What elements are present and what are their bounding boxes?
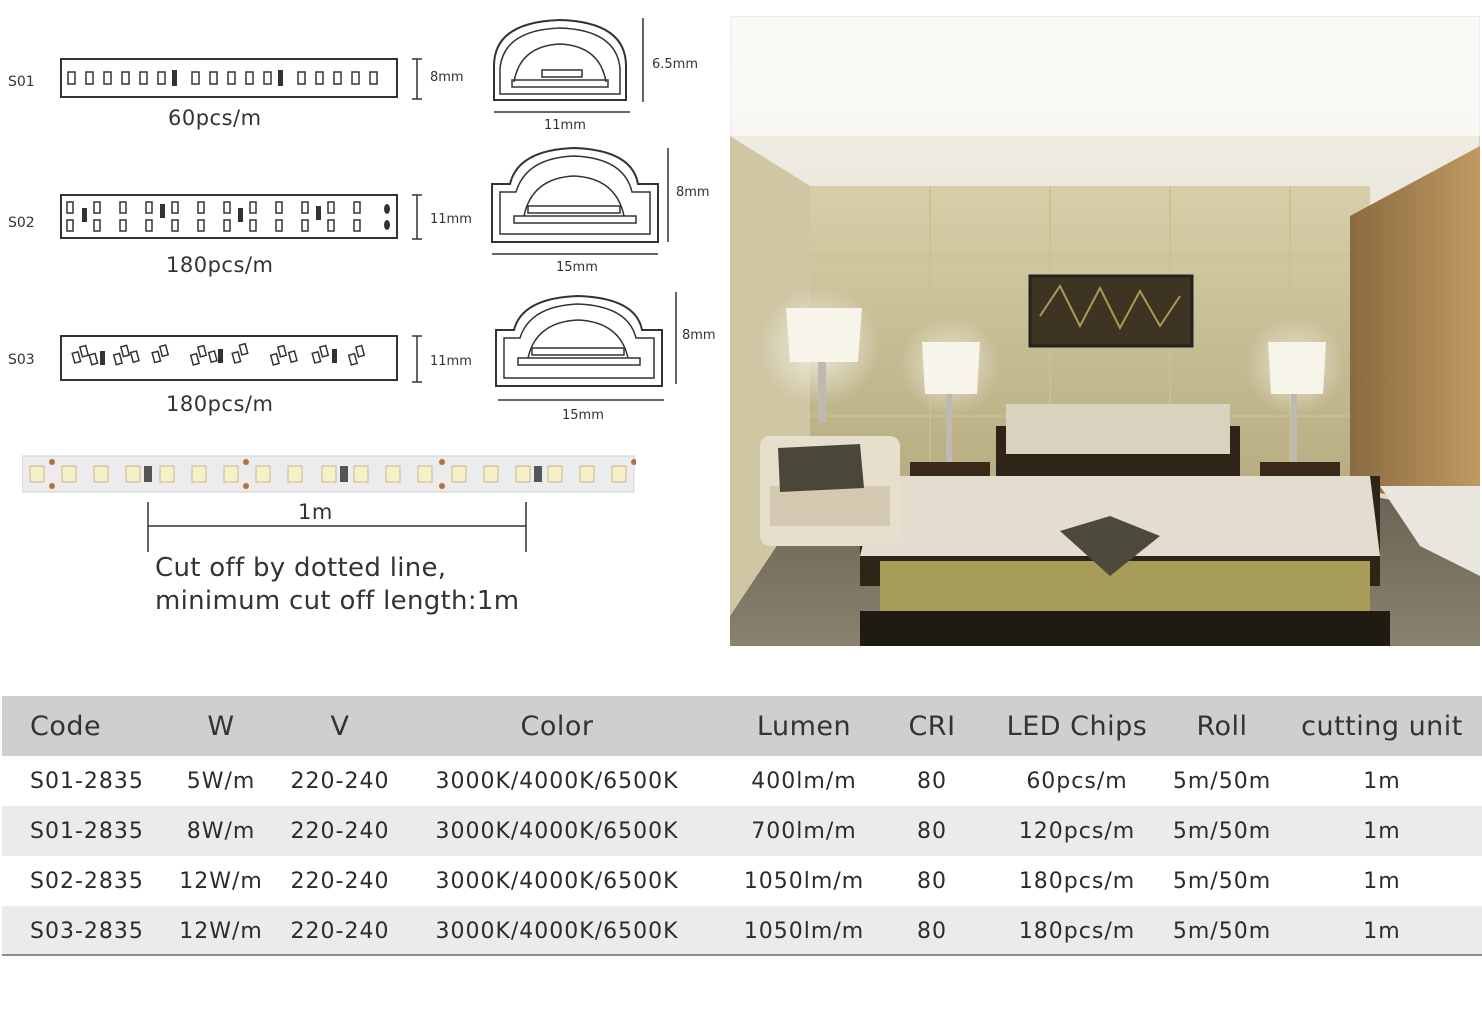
table-row <box>2 806 1482 856</box>
cell-cri: 80 <box>917 818 947 844</box>
header-led-chips: LED Chips <box>1006 710 1148 742</box>
cell-roll: 5m/50m <box>1172 868 1272 894</box>
strip-height-label: 11mm <box>430 354 472 369</box>
cell-lumen: 1050lm/m <box>743 918 865 944</box>
variant-code: S02 <box>8 215 35 231</box>
cell-lumen: 1050lm/m <box>743 868 865 894</box>
strip-height-label: 11mm <box>430 212 472 227</box>
cell-roll: 5m/50m <box>1172 918 1272 944</box>
profile-height-line <box>666 148 670 242</box>
profile-height-label: 6.5mm <box>652 57 699 72</box>
cell-v: 220-240 <box>290 868 390 894</box>
cell-color: 3000K/4000K/6500K <box>435 918 679 944</box>
header-v: V <box>330 710 350 742</box>
cell-code: S01-2835 <box>30 768 144 794</box>
variant-code: S01 <box>8 74 35 90</box>
bedroom-photo <box>730 16 1480 646</box>
cell-cutting-unit: 1m <box>1363 918 1401 944</box>
cutting-note-line2: minimum cut off length:1m <box>155 586 520 616</box>
cell-code: S01-2835 <box>30 818 144 844</box>
header-color: Color <box>520 710 594 742</box>
table-row <box>2 756 1482 806</box>
height-bracket <box>410 194 424 240</box>
cell-cutting-unit: 1m <box>1363 868 1401 894</box>
table-row <box>2 856 1482 906</box>
profile-width-label: 11mm <box>544 118 586 133</box>
led-density-label: 180pcs/m <box>166 392 274 416</box>
led-density-label: 60pcs/m <box>168 106 262 130</box>
cell-v: 220-240 <box>290 918 390 944</box>
profile-height-line <box>674 292 678 384</box>
cell-roll: 5m/50m <box>1172 768 1272 794</box>
table-row <box>2 906 1482 956</box>
led-strip-photo <box>22 454 636 496</box>
strip-height-label: 8mm <box>430 70 464 85</box>
profile-cross-section-s02 <box>488 146 664 258</box>
cell-roll: 5m/50m <box>1172 818 1272 844</box>
header-lumen: Lumen <box>756 710 852 742</box>
header-w: W <box>207 710 235 742</box>
profile-width-label: 15mm <box>562 408 604 423</box>
cell-code: S03-2835 <box>30 918 144 944</box>
cell-w: 5W/m <box>186 768 256 794</box>
led-density-label: 180pcs/m <box>166 253 274 277</box>
cut-length-label: 1m <box>298 500 333 524</box>
cell-code: S02-2835 <box>30 868 144 894</box>
spec-table <box>2 696 1482 956</box>
cell-v: 220-240 <box>290 768 390 794</box>
cell-led-chips: 60pcs/m <box>1026 768 1128 794</box>
profile-cross-section-s03 <box>492 294 670 406</box>
cut-length-dimension <box>146 502 530 554</box>
profile-height-label: 8mm <box>676 185 710 200</box>
cell-led-chips: 120pcs/m <box>1018 818 1136 844</box>
cell-lumen: 400lm/m <box>751 768 857 794</box>
cell-cutting-unit: 1m <box>1363 768 1401 794</box>
cell-cutting-unit: 1m <box>1363 818 1401 844</box>
cell-w: 12W/m <box>179 868 263 894</box>
cutting-note <box>155 552 519 618</box>
height-bracket <box>410 335 424 383</box>
cell-v: 220-240 <box>290 818 390 844</box>
cell-cri: 80 <box>917 768 947 794</box>
cell-lumen: 700lm/m <box>751 818 857 844</box>
cell-w: 8W/m <box>186 818 256 844</box>
cell-led-chips: 180pcs/m <box>1018 868 1136 894</box>
table-header <box>2 696 1482 756</box>
profile-height-label: 8mm <box>682 328 716 343</box>
cell-color: 3000K/4000K/6500K <box>435 768 679 794</box>
header-code: Code <box>30 710 102 742</box>
profile-cross-section-s01 <box>490 18 650 114</box>
header-roll: Roll <box>1196 710 1248 742</box>
led-strip-diagram-s01 <box>60 58 400 100</box>
led-strip-diagram-s02 <box>60 194 400 240</box>
cell-w: 12W/m <box>179 918 263 944</box>
table-bottom-rule <box>2 954 1482 956</box>
header-cri: CRI <box>908 710 956 742</box>
profile-width-label: 15mm <box>556 260 598 275</box>
cutting-note-line1: Cut off by dotted line, <box>155 553 447 583</box>
cell-cri: 80 <box>917 918 947 944</box>
variant-code: S03 <box>8 352 35 368</box>
led-strip-diagram-s03 <box>60 335 400 383</box>
cell-cri: 80 <box>917 868 947 894</box>
header-cutting-unit: cutting unit <box>1301 710 1463 742</box>
cell-color: 3000K/4000K/6500K <box>435 818 679 844</box>
height-bracket <box>410 58 424 100</box>
cell-led-chips: 180pcs/m <box>1018 918 1136 944</box>
cell-color: 3000K/4000K/6500K <box>435 868 679 894</box>
